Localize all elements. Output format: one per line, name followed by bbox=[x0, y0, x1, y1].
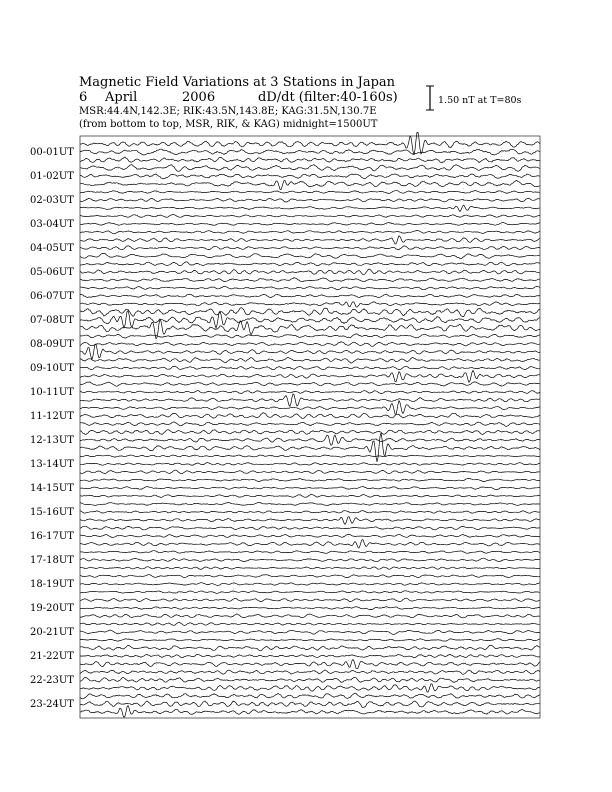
plot-frame bbox=[80, 136, 540, 718]
hour-label: 10-11UT bbox=[30, 387, 74, 398]
hour-label: 17-18UT bbox=[30, 555, 74, 566]
trace-msr bbox=[80, 278, 540, 282]
hour-label: 11-12UT bbox=[30, 411, 74, 422]
trace-kag bbox=[80, 598, 540, 602]
quantity-filter: dD/dt (filter:40-160s) bbox=[258, 90, 398, 105]
date-year: 2006 bbox=[182, 90, 216, 105]
trace-kag bbox=[80, 430, 540, 435]
trace-msr bbox=[80, 470, 540, 474]
hour-label: 18-19UT bbox=[30, 579, 74, 590]
trace-rik bbox=[80, 294, 540, 297]
hour-label: 05-06UT bbox=[30, 267, 74, 278]
hour-label: 00-01UT bbox=[30, 147, 74, 158]
date-month: April bbox=[105, 90, 138, 105]
trace-rik bbox=[80, 174, 540, 179]
hour-label: 19-20UT bbox=[30, 603, 74, 614]
scale-bar bbox=[426, 86, 522, 110]
hour-label: 20-21UT bbox=[30, 627, 74, 638]
trace-kag bbox=[80, 236, 540, 244]
trace-rik bbox=[80, 630, 540, 635]
date-day: 6 bbox=[79, 90, 88, 105]
hour-label: 22-23UT bbox=[30, 675, 74, 686]
hour-label: 02-03UT bbox=[30, 195, 74, 206]
trace-kag bbox=[80, 132, 540, 155]
hour-labels bbox=[30, 147, 74, 710]
hour-label: 08-09UT bbox=[30, 339, 74, 350]
trace-kag bbox=[80, 502, 540, 505]
hour-label: 07-08UT bbox=[30, 315, 74, 326]
trace-kag bbox=[80, 334, 540, 338]
hour-label: 13-14UT bbox=[30, 459, 74, 470]
trace-kag bbox=[80, 670, 540, 675]
trace-rik bbox=[80, 413, 540, 419]
trace-msr bbox=[80, 614, 540, 618]
trace-msr bbox=[80, 157, 540, 163]
hour-label: 09-10UT bbox=[30, 363, 74, 374]
hour-label: 16-17UT bbox=[30, 531, 74, 542]
scale-label: 1.50 nT at T=80s bbox=[438, 95, 522, 106]
trace-rik bbox=[80, 654, 540, 658]
time-grid bbox=[118, 136, 501, 718]
trace-rik bbox=[80, 366, 540, 370]
trace-kag bbox=[80, 262, 540, 266]
trace-kag bbox=[80, 478, 540, 481]
trace-rik bbox=[80, 391, 540, 394]
trace-rik bbox=[80, 677, 540, 682]
hour-label: 15-16UT bbox=[30, 507, 74, 518]
trace-rik bbox=[80, 269, 540, 275]
station-coordinates: MSR:44.4N,142.3E; RIK:43.5N,143.8E; KAG:31.5N,130.7E bbox=[79, 106, 377, 117]
hour-label: 14-15UT bbox=[30, 483, 74, 494]
hour-label: 03-04UT bbox=[30, 219, 74, 230]
trace-rik bbox=[80, 311, 540, 328]
hour-label: 21-22UT bbox=[30, 651, 74, 662]
trace-rik bbox=[80, 463, 540, 466]
trace-rik bbox=[80, 149, 540, 155]
trace-msr bbox=[80, 344, 540, 359]
trace-rik bbox=[80, 246, 540, 250]
trace-kag bbox=[80, 357, 540, 363]
trace-msr bbox=[80, 433, 540, 462]
hour-label: 12-13UT bbox=[30, 435, 74, 446]
trace-msr bbox=[80, 591, 540, 594]
hour-label: 23-24UT bbox=[30, 699, 74, 710]
plot-title: Magnetic Field Variations at 3 Stations in Japan bbox=[79, 75, 396, 90]
frame-rect bbox=[80, 136, 540, 718]
hour-label: 06-07UT bbox=[30, 291, 74, 302]
trace-msr bbox=[80, 706, 540, 718]
trace-kag bbox=[80, 645, 540, 650]
trace-rik bbox=[80, 583, 540, 586]
hour-label: 01-02UT bbox=[30, 171, 74, 182]
hour-label: 04-05UT bbox=[30, 243, 74, 254]
trace-msr bbox=[80, 567, 540, 570]
trace-kag bbox=[80, 693, 540, 699]
trace-rik bbox=[80, 558, 540, 562]
trace-rik bbox=[80, 607, 540, 610]
trace-rik bbox=[80, 534, 540, 537]
trace-msr bbox=[80, 517, 540, 525]
station-order-note: (from bottom to top, MSR, RIK, & KAG) midnight=1500UT bbox=[79, 119, 378, 130]
